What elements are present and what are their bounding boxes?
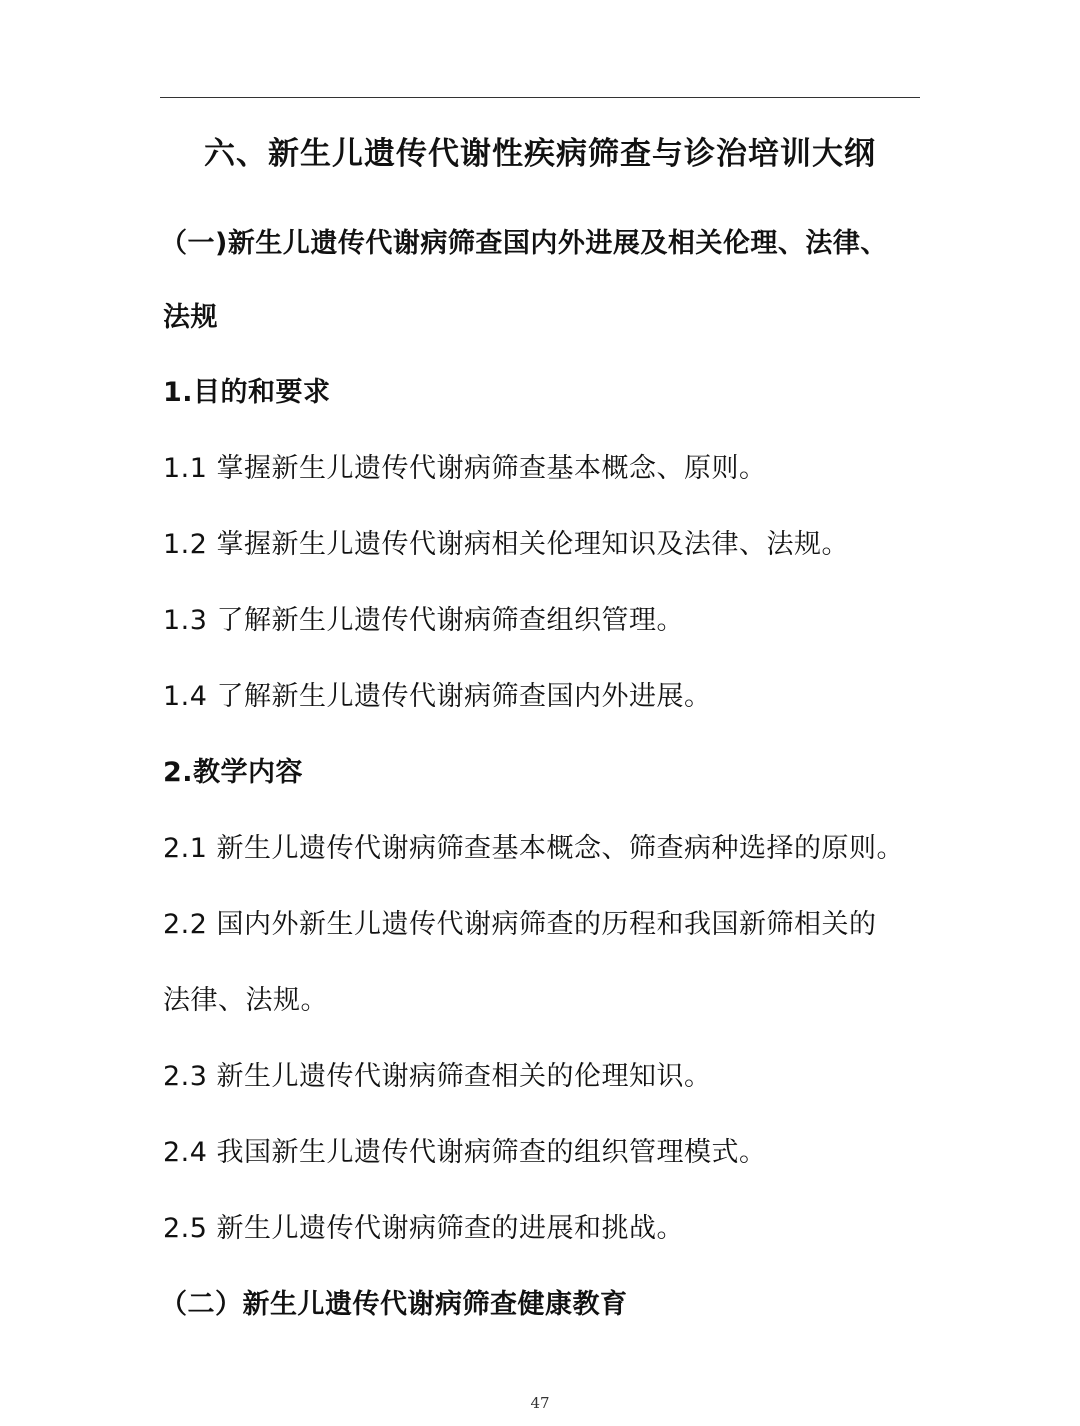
- section-1-heading-line-2: 法规: [163, 302, 218, 333]
- list-item-2-1: 2.1 新生儿遗传代谢病筛查基本概念、筛查病种选择的原则。: [163, 833, 905, 864]
- list-item-1-3: 1.3 了解新生儿遗传代谢病筛查组织管理。: [163, 605, 685, 636]
- list-item-1-4: 1.4 了解新生儿遗传代谢病筛查国内外进展。: [163, 681, 712, 712]
- subsection-1-heading: 1.目的和要求: [163, 377, 331, 408]
- section-2-heading: （二）新生儿遗传代谢病筛查健康教育: [160, 1289, 628, 1320]
- page-number: 47: [530, 1394, 550, 1412]
- subsection-2-heading: 2.教学内容: [163, 757, 304, 788]
- document-title: 六、新生儿遗传代谢性疾病筛查与诊治培训大纲: [204, 136, 876, 172]
- list-item-1-1: 1.1 掌握新生儿遗传代谢病筛查基本概念、原则。: [163, 453, 767, 484]
- list-item-2-3: 2.3 新生儿遗传代谢病筛查相关的伦理知识。: [163, 1061, 712, 1092]
- list-item-2-2-line-2: 法律、法规。: [163, 985, 328, 1016]
- list-item-2-2-line-1: 2.2 国内外新生儿遗传代谢病筛查的历程和我国新筛相关的: [163, 909, 877, 940]
- list-item-2-5: 2.5 新生儿遗传代谢病筛查的进展和挑战。: [163, 1213, 685, 1244]
- list-item-1-2: 1.2 掌握新生儿遗传代谢病相关伦理知识及法律、法规。: [163, 529, 850, 560]
- header-rule: [160, 97, 920, 98]
- section-1-heading-line-1: （一)新生儿遗传代谢病筛查国内外进展及相关伦理、法律、: [160, 228, 888, 259]
- list-item-2-4: 2.4 我国新生儿遗传代谢病筛查的组织管理模式。: [163, 1137, 767, 1168]
